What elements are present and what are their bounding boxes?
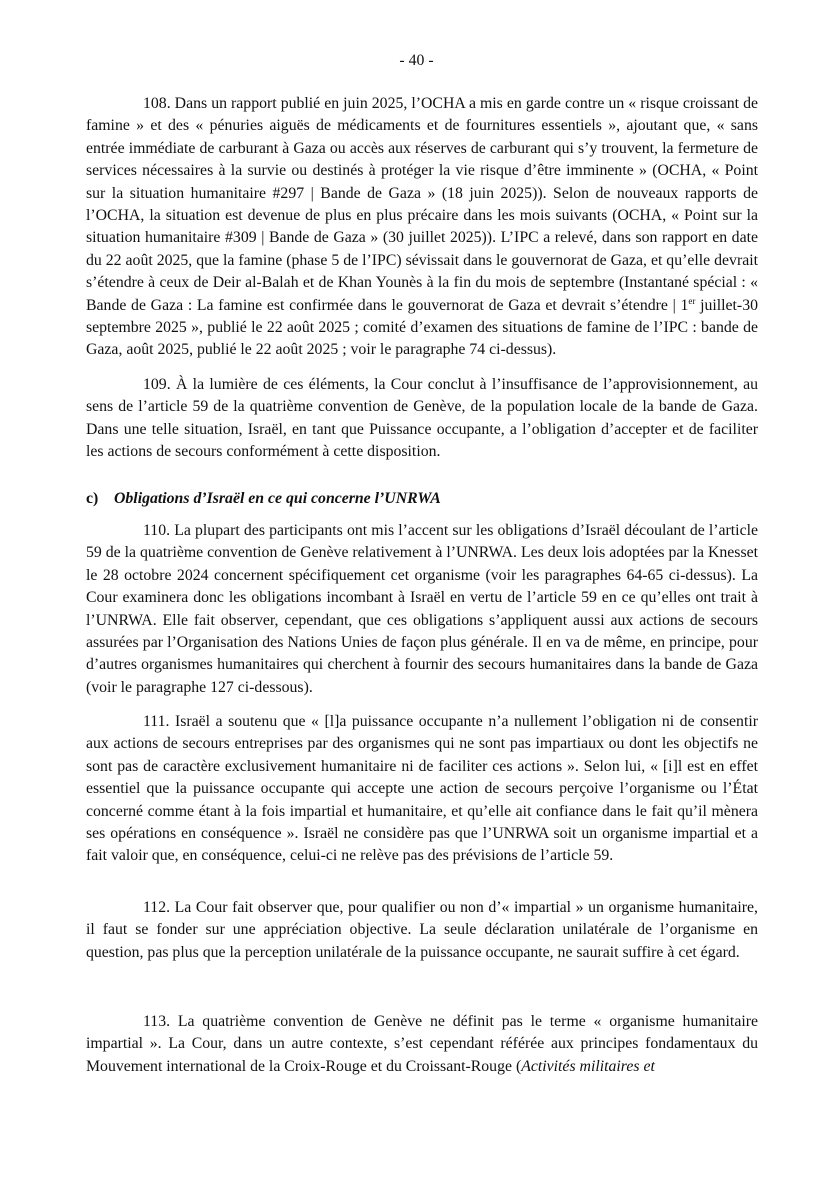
paragraph-111 — [86, 711, 758, 868]
paragraph-109-text: 109. À la lumière de ces éléments, la Cour conclut à l’insuffisance de l’approvisionnement, au sens de l’article 59 de la quatrième convention de Genève, de la population locale de la bande de Gaza. Dans une telle situation, Israël, en tant que Puissance occupante, a l’obligation d’accepter et de faciliter les actions de secours conformément à cette disposition. — [86, 376, 758, 461]
paragraph-112 — [86, 897, 758, 964]
paragraph-113-italic: Activités militaires et — [521, 1057, 655, 1075]
section-heading-c — [86, 488, 758, 510]
superscript-er: er — [688, 295, 696, 306]
section-title: Obligations d’Israël en ce qui concerne l’UNRWA — [114, 490, 441, 507]
paragraph-111-text: 111. Israël a soutenu que « [l]a puissance occupante n’a nullement l’obligation ni de consentir aux actions de secours entreprises par des organismes qui ne sont pas impartiaux ou dont les objectifs ne sont pas de caractère exclusivement humanitaire ni de faciliter ces actions ». Selon lui, « [i]l est en effet essentiel que la puissance occupante qui accepte une action de secours perçoive l’organisme ou l’État concerné comme étant à la fois impartial et humanitaire, et qu’elle ait confiance dans le fait qu’il mènera ses opérations en conséquence ». Israël ne considère pas que l’UNRWA soit un organisme impartial et a fait valoir que, en conséquence, celui-ci ne relève pas des prévisions de l’article 59. — [86, 713, 758, 865]
paragraph-108 — [86, 93, 758, 362]
paragraph-110-text: 110. La plupart des participants ont mis l’accent sur les obligations d’Israël découlant de l’article 59 de la quatrième convention de Genève relativement à l’UNRWA. Les deux lois adoptées par la Knesset le 28 octobre 2024 concernent spécifiquement cet organisme (voir les paragraphes 64-65 ci-dessus). La Cour examinera donc les obligations incombant à Israël en vertu de l’article 59 en ce qu’elles ont trait à l’UNRWA. Elle fait observer, cependant, que ces obligations s’appliquent aussi aux actions de secours assurées par l’Organisation des Nations Unies de façon plus générale. Il en va de même, en principe, pour d’autres organismes humanitaires qui cherchent à fournir des secours humanitaires dans la bande de Gaza (voir le paragraphe 127 ci-dessous). — [86, 522, 758, 696]
paragraph-108-text-a: 108. Dans un rapport publié en juin 2025, l’OCHA a mis en garde contre un « risque croissant de famine » et des « pénuries aiguës de médicaments et de fournitures essentiels », ajoutant que, « sans entrée immédiate de carburant à Gaza ou accès aux réserves de carburant qui s’y trouvent, la fermeture de services nécessaires à la survie ou destinés à protéger la vie risque d’être imminente » (OCHA, « Point sur la situation humanitaire #297 | Bande de Gaza » (18 juin 2025)). Selon de nouveaux rapports de l’OCHA, la situation est devenue de plus en plus précaire dans les mois suivants (OCHA, « Point sur la situation humanitaire #309 | Bande de Gaza » (30 juillet 2025)). L’IPC a relevé, dans son rapport en date du 22 août 2025, que la famine (phase 5 de l’IPC) sévissait dans le gouvernorat de Gaza, et qu’elle devrait s’étendre à ceux de Deir al-Balah et de Khan Younès à la fin du mois de septembre (Instantané spécial : « Bande de Gaza : La famine est confirmée dans le gouvernorat de Gaza et devrait s’étendre | 1 — [86, 95, 758, 314]
page-number: - 40 - — [399, 52, 434, 69]
paragraph-113-text: 113. La quatrième convention de Genève ne définit pas le terme « organisme humanitaire impartial ». La Cour, dans un autre contexte, s’est cependant référée aux principes fondamentaux du Mouvement international de la Croix-Rouge et du Croissant-Rouge ( — [86, 1013, 758, 1075]
paragraph-110 — [86, 520, 758, 699]
paragraph-113 — [86, 1011, 758, 1078]
section-letter: c) — [86, 490, 99, 507]
paragraph-109 — [86, 374, 758, 464]
paragraph-108-text-b: juillet-30 septembre 2025 », publié le 22 août 2025 ; comité d’examen des situations de famine de l’IPC : bande de Gaza, août 2025, publié le 22 août 2025 ; voir le paragraphe 74 ci-dessus). — [86, 296, 758, 359]
paragraph-112-text: 112. La Cour fait observer que, pour qualifier ou non d’« impartial » un organisme humanitaire, il faut se fonder sur une appréciation objective. La seule déclaration unilatérale de l’organisme en question, pas plus que la perception unilatérale de la puissance occupante, ne saurait suffire à cet égard. — [86, 899, 758, 961]
